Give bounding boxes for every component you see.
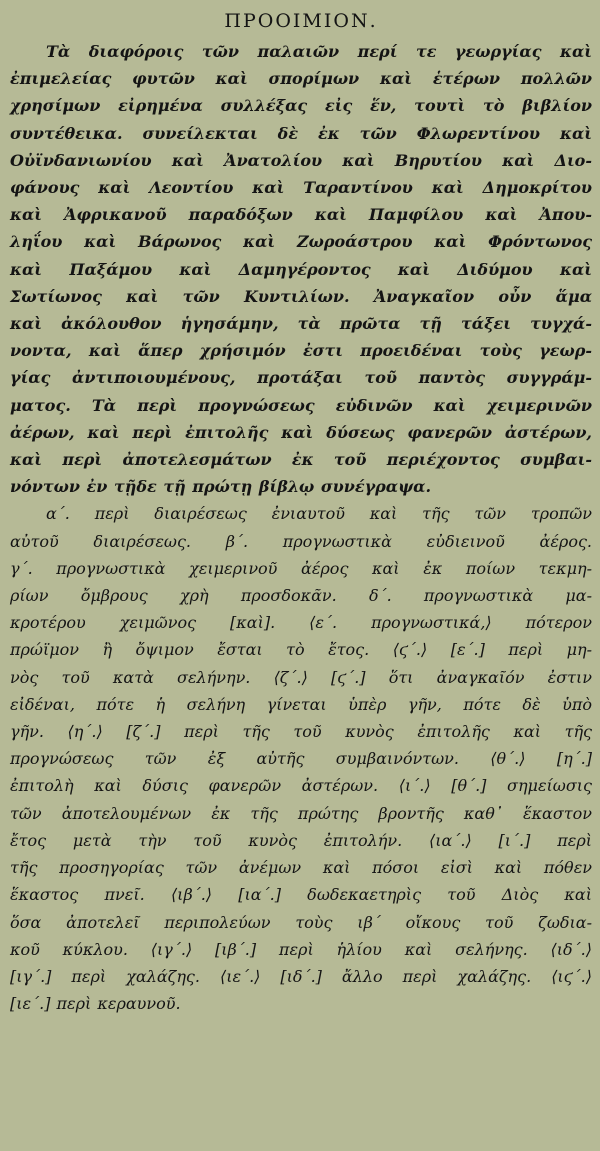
text-line: ὅσα ἀποτελεῖ περιπολεύων τοὺς ιβ΄ οἴκους τοῦ ζωδια- <box>10 912 592 932</box>
text-line: ρίων ὄμβρους χρὴ προσδοκᾶν. δ΄. προγνωστικὰ μα- <box>10 586 592 606</box>
text-line: γίας ἀντιποιουμένους, προτάξαι τοῦ παντὸς συγγράμ- <box>10 368 592 388</box>
text-line: εἰδέναι, πότε ἡ σελήνη γίνεται ὑπὲρ γῆν, πότε δὲ ὑπὸ <box>10 694 592 714</box>
text-line: τῆς προσηγορίας τῶν ἀνέμων καὶ πόσοι εἰσὶ καὶ πόθεν <box>10 858 592 878</box>
text-line: καὶ Ἀφρικανοῦ παραδόξων καὶ Παμφίλου καὶ Ἀπου- <box>10 205 592 225</box>
text-line: α΄. περὶ διαιρέσεως ἐνιαυτοῦ καὶ τῆς τῶν τροπῶν <box>46 504 592 524</box>
text-line: κροτέρου χειμῶνος [καὶ]. ⟨ε΄. προγνωστικά,⟩ πότερον <box>10 613 592 633</box>
text-line: [ιγ΄.] περὶ χαλάζης. ⟨ιε΄.⟩ [ιδ΄.] ἄλλο περὶ χαλάζης. ⟨ιϛ΄.⟩ <box>10 966 592 986</box>
text-line: [ιε΄.] περὶ κεραυνοῦ. <box>10 994 181 1014</box>
text-line: προγνώσεως τῶν ἐξ αὐτῆς συμβαινόντων. ⟨θ΄.⟩ [η΄.] <box>10 749 592 769</box>
text-line: χρησίμων εἰρημένα συλλέξας εἰς ἕν, τουτὶ τὸ βιβλίον <box>10 96 592 116</box>
text-line: φάνους καὶ Λεοντίου καὶ Ταραντίνου καὶ Δημοκρίτου <box>10 178 592 198</box>
text-line: νοντα, καὶ ἅπερ χρήσιμόν ἐστι προειδέναι τοὺς γεωρ- <box>10 341 592 361</box>
table-of-contents-paragraph <box>10 500 592 1017</box>
text-line: ληΐου καὶ Βάρωνος καὶ Ζωροάστρου καὶ Φρόντωνος <box>10 232 592 252</box>
text-line: Οὐϊνδανιωνίου καὶ Ἀνατολίου καὶ Βηρυτίου καὶ Διο- <box>10 150 592 170</box>
text-line: νὸς τοῦ κατὰ σελήνην. ⟨ζ΄.⟩ [ϛ΄.] ὅτι ἀναγκαῖόν ἐστιν <box>10 667 592 687</box>
text-line: ἐπιμελείας φυτῶν καὶ σπορίμων καὶ ἑτέρων πολλῶν <box>10 69 592 89</box>
text-line: καὶ Παξάμου καὶ Δαμηγέροντος καὶ Διδύμου καὶ <box>10 259 592 279</box>
text-line: ἕκαστος πνεῖ. ⟨ιβ΄.⟩ [ια΄.] δωδεκαετηρὶς τοῦ Διὸς καὶ <box>10 885 592 905</box>
page-title: ΠΡΟΟΙΜΙΟΝ. <box>224 10 378 32</box>
text-line: κοῦ κύκλου. ⟨ιγ΄.⟩ [ιβ΄.] περὶ ἡλίου καὶ σελήνης. ⟨ιδ΄.⟩ <box>10 939 592 959</box>
text-line: ἀέρων, καὶ περὶ ἐπιτολῆς καὶ δύσεως φανερῶν ἀστέρων, <box>10 422 592 442</box>
text-line: πρώϊμον ἢ ὄψιμον ἔσται τὸ ἔτος. ⟨ϛ΄.⟩ [ε΄.] περὶ μη- <box>10 640 592 660</box>
text-line: τῶν ἀποτελουμένων ἐκ τῆς πρώτης βροντῆς καθ᾽ ἕκαστον <box>10 803 592 823</box>
text-line: γῆν. ⟨η΄.⟩ [ζ΄.] περὶ τῆς τοῦ κυνὸς ἐπιτολῆς καὶ τῆς <box>10 722 592 742</box>
text-line: καὶ περὶ ἀποτελεσμάτων ἐκ τοῦ περιέχοντος συμβαι- <box>10 450 592 470</box>
text-line: ἔτος μετὰ τὴν τοῦ κυνὸς ἐπιτολήν. ⟨ια΄.⟩ [ι΄.] περὶ <box>10 830 592 850</box>
text-line: αὐτοῦ διαιρέσεως. β΄. προγνωστικὰ εὐδιεινοῦ ἀέρος. <box>10 531 592 551</box>
text-line: Σωτίωνος καὶ τῶν Κυντιλίων. Ἀναγκαῖον οὖν ἅμα <box>10 286 592 306</box>
text-line: γ΄. προγνωστικὰ χειμερινοῦ ἀέρος καὶ ἐκ ποίων τεκμη- <box>10 558 592 578</box>
preface-paragraph <box>10 38 592 500</box>
text-line: συντέθεικα. συνείλεκται δὲ ἐκ τῶν Φλωρεντίνου καὶ <box>10 123 592 143</box>
text-line: Τὰ διαφόροις τῶν παλαιῶν περί τε γεωργίας καὶ <box>46 42 592 61</box>
text-line: νόντων ἐν τῇδε τῇ πρώτῃ βίβλῳ συνέγραψα. <box>10 477 432 497</box>
text-line: ἐπιτολὴ καὶ δύσις φανερῶν ἀστέρων. ⟨ι΄.⟩ [θ΄.] σημείωσις <box>10 776 592 796</box>
text-line: καὶ ἀκόλουθον ἡγησάμην, τὰ πρῶτα τῇ τάξει τυγχά- <box>10 314 592 334</box>
text-line: ματος. Τὰ περὶ προγνώσεως εὐδινῶν καὶ χειμερινῶν <box>10 395 592 415</box>
